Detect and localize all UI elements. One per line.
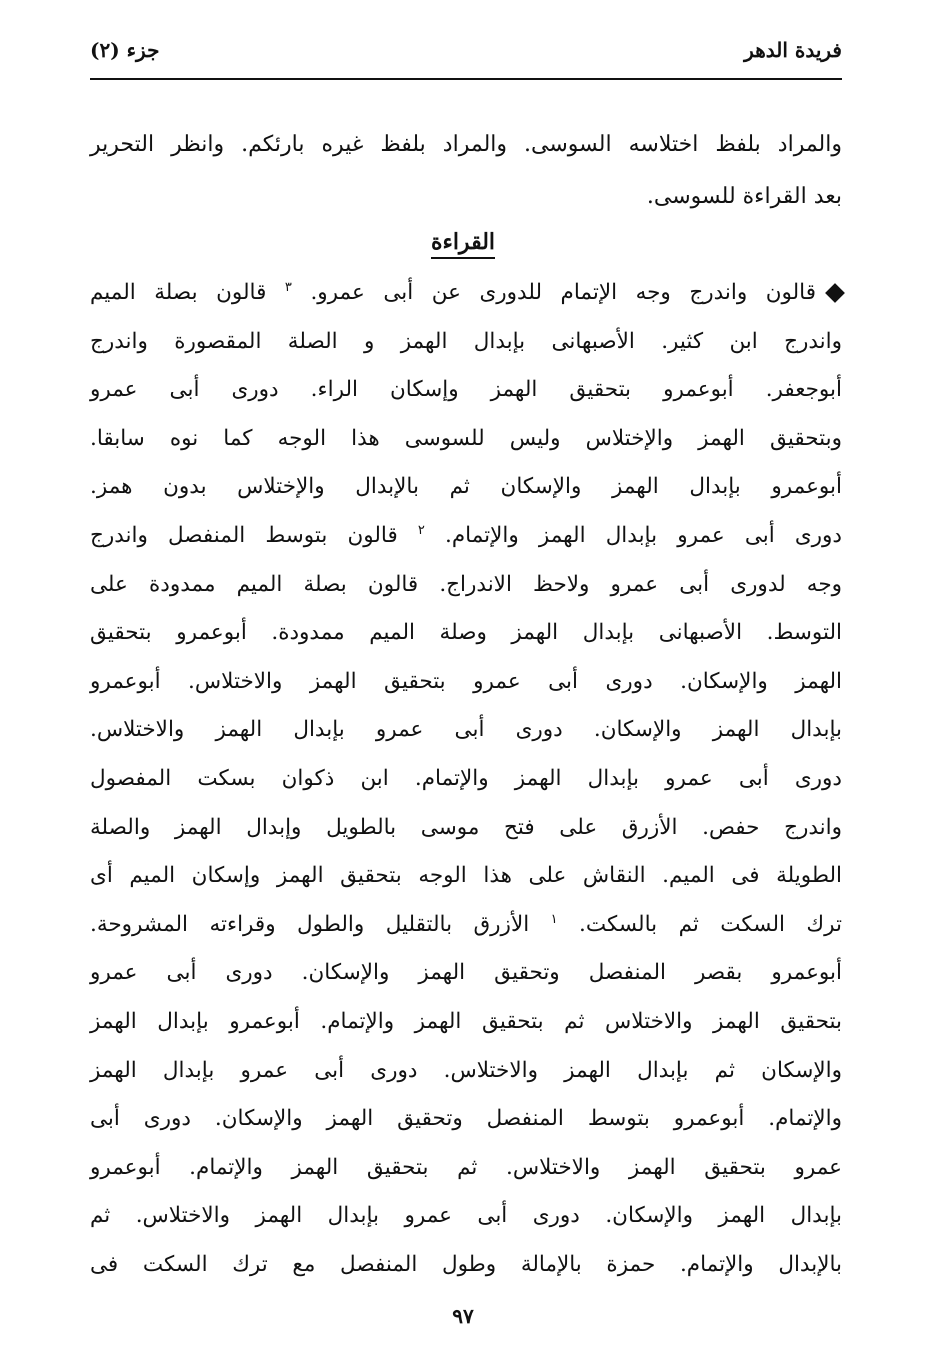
text-line: عمرو بتحقيق الهمز والاختلاس. ثم بتحقيق الهمز والإتمام. أبوعمرو [90,1154,842,1180]
text-line: أبوعمرو بقصر المنفصل وتحقيق الهمز والإسكان. دورى أبى عمرو [90,960,842,986]
line-text: قالون بصلة الميم [90,280,267,305]
reading-paragraph [90,270,842,1290]
text-line: والإسكان ثم بإبدال الهمز والاختلاس. دورى أبى عمرو بإبدال الهمز [90,1057,842,1083]
text-line: والإتمام. أبوعمرو بتوسط المنفصل وتحقيق الهمز والإسكان. دورى أبى [90,1106,842,1132]
text-line: بإبدال الهمز والإسكان. دورى أبى عمرو بإبدال الهمز والاختلاس. ثم [90,1203,842,1229]
part-label: جزء (٢) [90,38,160,62]
intro-line: والمراد بلفظ اختلاسه السوسى. والمراد بلفظ غيره بارئكم. وانظر التحرير [90,132,842,157]
text-line: بالإبدال والإتمام. حمزة بالإمالة وطول المنفصل مع ترك السكت فى [90,1252,842,1277]
text-line: أبوعمرو بإبدال الهمز والإسكان ثم بالإبدال والإختلاس بدون همز. [90,474,842,500]
line-text: ترك السكت ثم بالسكت. [579,911,842,937]
text-line: أبوجعفر. أبوعمرو بتحقيق الهمز وإسكان الراء. دورى أبى عمرو [90,377,842,403]
diamond-bullet-icon [825,283,845,303]
intro-paragraph [90,120,842,230]
text-line: بإبدال الهمز والإسكان. دورى أبى عمرو بإبدال الهمز والاختلاس. [90,717,842,743]
text-line: وبتحقيق الهمز والإختلاس وليس للسوسى هذا الوجه كما نوه سابقا. [90,425,842,451]
text-line: دورى أبى عمرو بإبدال الهمز والإتمام. ابن ذكوان بسكت المفصول [90,766,842,791]
text-line: واندرج ابن كثير. الأصبهانى بإبدال الهمز و الصلة المقصورة واندرج [90,328,842,354]
line-text: دورى أبى عمرو بإبدال الهمز والإتمام. [445,523,842,548]
footnote-marker: ٣ [284,280,292,295]
line-text: الأزرق بالتقليل والطول وقراءته المشروحة. [90,911,530,937]
line-text: قالون بتوسط المنفصل واندرج [90,523,398,548]
text-line: الهمز والإسكان. دورى أبى عمرو بتحقيق الهمز والاختلاس. أبوعمرو [90,668,842,694]
text-line: وجه لدورى أبى عمرو ولاحظ الاندراج. قالون بصلة الميم ممدودة على [90,571,842,597]
text-line [90,902,842,948]
page-header [90,38,842,78]
page-number: ٩٧ [452,1304,474,1328]
text-line: التوسط. الأصبهانى بإبدال الهمز وصلة الميم ممدودة. أبوعمرو بتحقيق [90,620,842,646]
text-line: واندرج حفص. الأزرق على فتح موسى بالطويل وإبدال الهمز والصلة [90,814,842,840]
footnote-marker: ٢ [417,523,425,538]
section-heading [0,220,926,264]
header-divider [90,78,842,80]
text-line [90,513,842,559]
text-line: الطويلة فى الميم. النقاش على هذا الوجه بتحقيق الهمز وإسكان الميم أى [90,863,842,889]
book-title: فريدة الدهر [744,38,842,62]
line-text: قالون واندرج وجه الإتمام للدورى عن أبى عمرو. [310,280,817,305]
footnote-marker: ١ [550,911,558,927]
section-heading-text: القراءة [431,229,495,259]
text-line [90,270,842,316]
intro-line: بعد القراءة للسوسى. [646,184,842,209]
text-line: بتحقيق الهمز والاختلاس ثم بتحقيق الهمز والإتمام. أبوعمرو بإبدال الهمز [90,1009,842,1034]
